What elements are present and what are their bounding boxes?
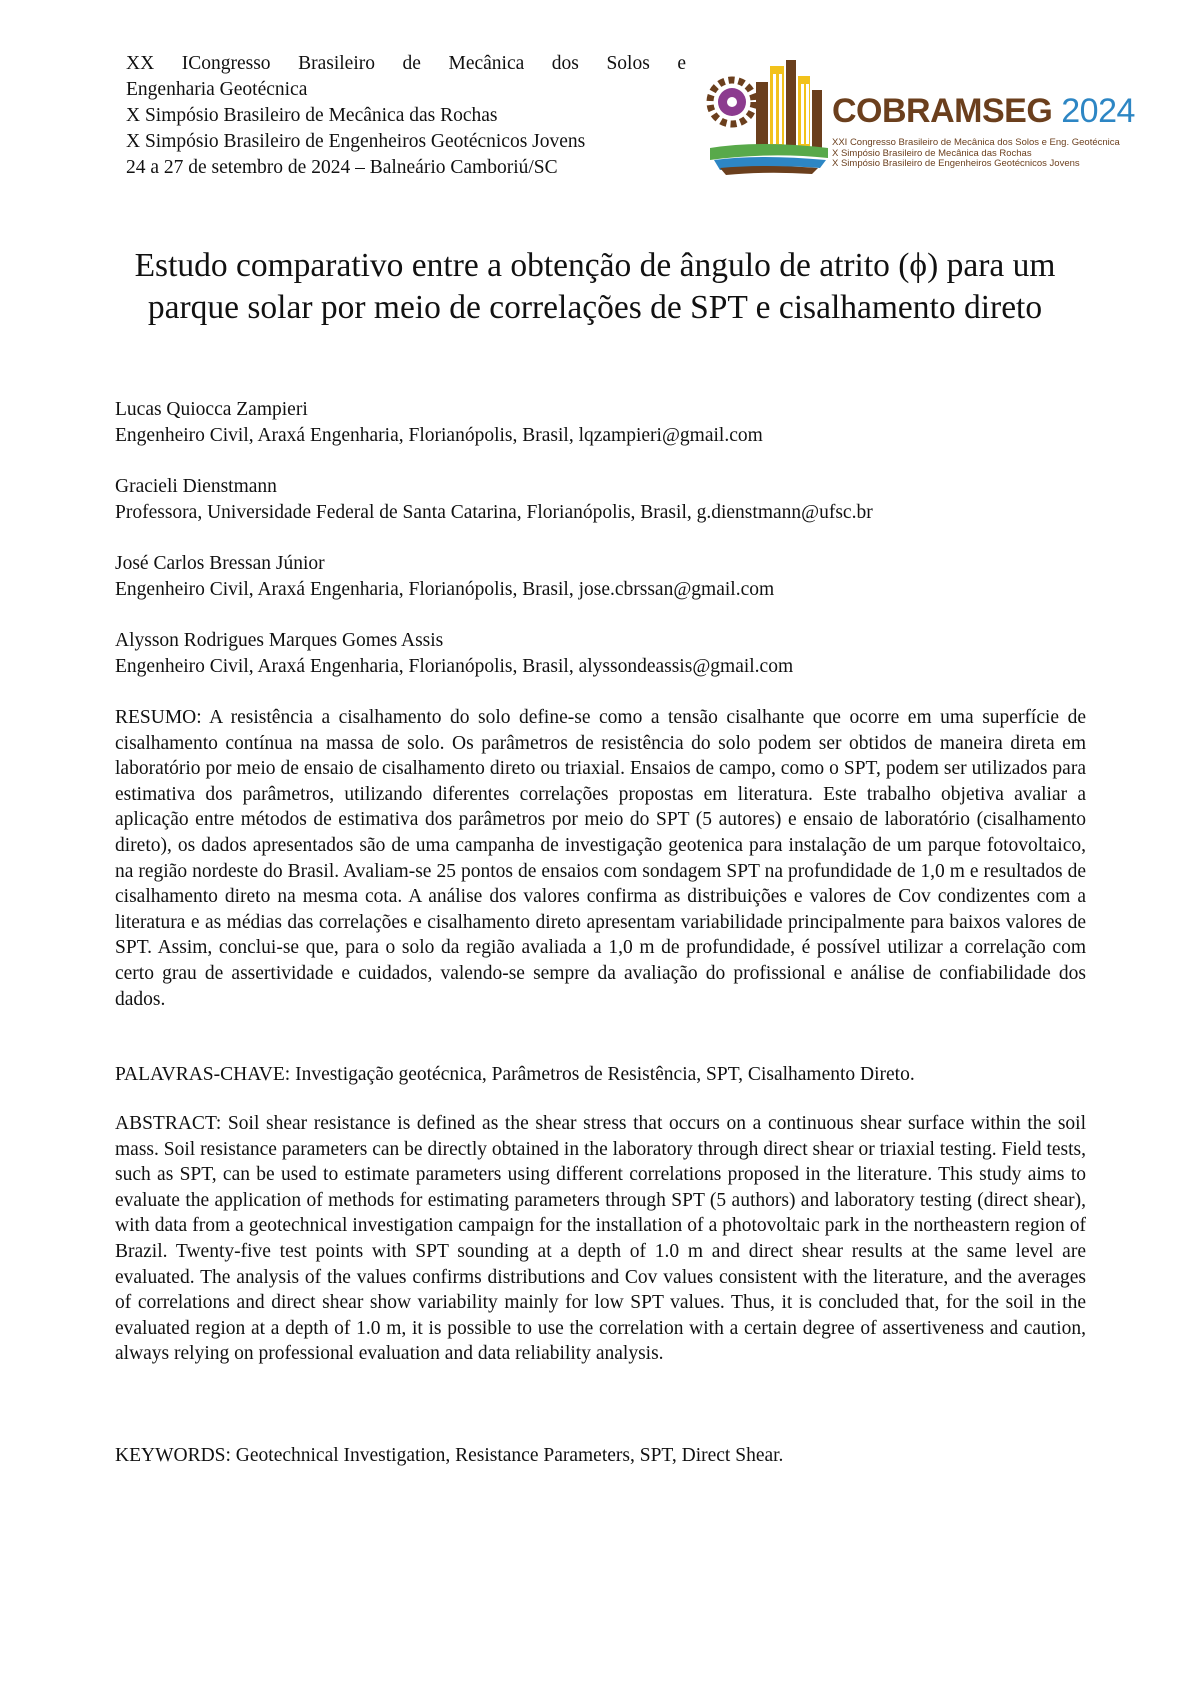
logo-subtitle-line-1: XXI Congresso Brasileiro de Mecânica dos Solos e Eng. Geotécnica (832, 137, 1120, 148)
header-line-3: X Simpósio Brasileiro de Mecânica das Rochas (126, 105, 498, 126)
author-affiliation: Engenheiro Civil, Araxá Engenharia, Florianópolis, Brasil, alyssondeassis@gmail.com (115, 656, 794, 677)
keywords-paragraph: KEYWORDS: Geotechnical Investigation, Resistance Parameters, SPT, Direct Shear. (115, 1445, 784, 1466)
header-line-5: 24 a 27 de setembro de 2024 – Balneário Camboriú/SC (126, 157, 558, 178)
author-list (115, 397, 1095, 705)
cobramseg-logo (700, 56, 1135, 176)
event-header (126, 51, 686, 181)
logo-emblem-icon (700, 56, 835, 176)
logo-wordmark (832, 92, 1135, 131)
author-block (115, 551, 1095, 603)
author-block (115, 474, 1095, 526)
author-affiliation: Engenheiro Civil, Araxá Engenharia, Florianópolis, Brasil, jose.cbrssan@gmail.com (115, 579, 775, 600)
author-name: José Carlos Bressan Júnior (115, 553, 325, 574)
palavras-chave-paragraph: PALAVRAS-CHAVE: Investigação geotécnica, Parâmetros de Resistência, SPT, Cisalhamento Direto. (115, 1064, 915, 1085)
author-block (115, 628, 1095, 680)
author-name: Lucas Quiocca Zampieri (115, 399, 308, 420)
logo-year: 2024 (1061, 92, 1135, 130)
author-name: Alysson Rodrigues Marques Gomes Assis (115, 630, 444, 651)
author-affiliation: Engenheiro Civil, Araxá Engenharia, Florianópolis, Brasil, lqzampieri@gmail.com (115, 425, 763, 446)
header-line-4: X Simpósio Brasileiro de Engenheiros Geotécnicos Jovens (126, 131, 586, 152)
logo-subtitle-line-2: X Simpósio Brasileiro de Mecânica das Rochas (832, 147, 1032, 159)
logo-name: COBRAMSEG (832, 92, 1053, 130)
header-line-2: Engenharia Geotécnica (126, 79, 308, 100)
paper-title: Estudo comparativo entre a obtenção de ângulo de atrito (ϕ) para um parque solar por meio de correlações de SPT e cisalhamento direto (134, 247, 1056, 326)
logo-subtitle (832, 138, 1120, 170)
author-affiliation: Professora, Universidade Federal de Santa Catarina, Florianópolis, Brasil, g.dienstmann@ufsc.br (115, 502, 873, 523)
resumo-paragraph: RESUMO: A resistência a cisalhamento do solo define-se como a tensão cisalhante que ocorre em uma superfície de cisalhamento contínua na massa de solo. Os parâmetros de resistência do solo podem ser obtidos de maneira direta em laboratório por meio de ensaio de cisalhamento direto ou triaxial. Ensaios de campo, como o SPT, podem ser utilizados para estimativa dos parâmetros, utilizando diferentes correlações propostas em literatura. Este trabalho objetiva avaliar a aplicação entre métodos de estimativa dos parâmetros por meio do SPT (5 autores) e ensaio de laboratório (cisalhamento direto), os dados apresentados são de uma campanha de investigação geotenica para instalação de um parque fotovoltaico, na região nordeste do Brasil. Avaliam-se 25 pontos de ensaios com sondagem SPT na profundidade de 1,0 m e resultados de cisalhamento direto na mesma cota. A análise dos valores confirma as distribuições e valores de Cov condizentes com a literatura e as médias das correlações e cisalhamento direto apresentam variabilidade principalmente para baixos valores de SPT. Assim, conclui-se que, para o solo da região avaliada a 1,0 m de profundidade, é possível utilizar a correlação com certo grau de assertividade e cuidados, valendo-se sempre da avaliação do profissional e análise de confiabilidade dos dados. (115, 707, 1086, 1010)
author-block (115, 397, 1095, 449)
logo-subtitle-line-3: X Simpósio Brasileiro de Engenheiros Geotécnicos Jovens (832, 158, 1080, 169)
header-line-1: XX ICongresso Brasileiro de Mecânica dos Solos e (126, 53, 686, 74)
author-name: Gracieli Dienstmann (115, 476, 277, 497)
abstract-paragraph: ABSTRACT: Soil shear resistance is defined as the shear stress that occurs on a continuous shear surface within the soil mass. Soil resistance parameters can be directly obtained in the laboratory through direct shear or triaxial testing. Field tests, such as SPT, can be used to estimate parameters using different correlations proposed in the literature. This study aims to evaluate the application of methods for estimating parameters through SPT (5 authors) and laboratory testing (direct shear), with data from a geotechnical investigation campaign for the installation of a photovoltaic park in the northeastern region of Brazil. Twenty-five test points with SPT sounding at a depth of 1.0 m and direct shear results at the same level are evaluated. The analysis of the values confirms distributions and Cov values consistent with the literature, and the averages of correlations and direct shear show variability mainly for low SPT values. Thus, it is concluded that, for the soil in the evaluated region at a depth of 1.0 m, it is possible to use the correlation with a certain degree of assertiveness and caution, always relying on professional evaluation and data reliability analysis. (115, 1113, 1086, 1365)
